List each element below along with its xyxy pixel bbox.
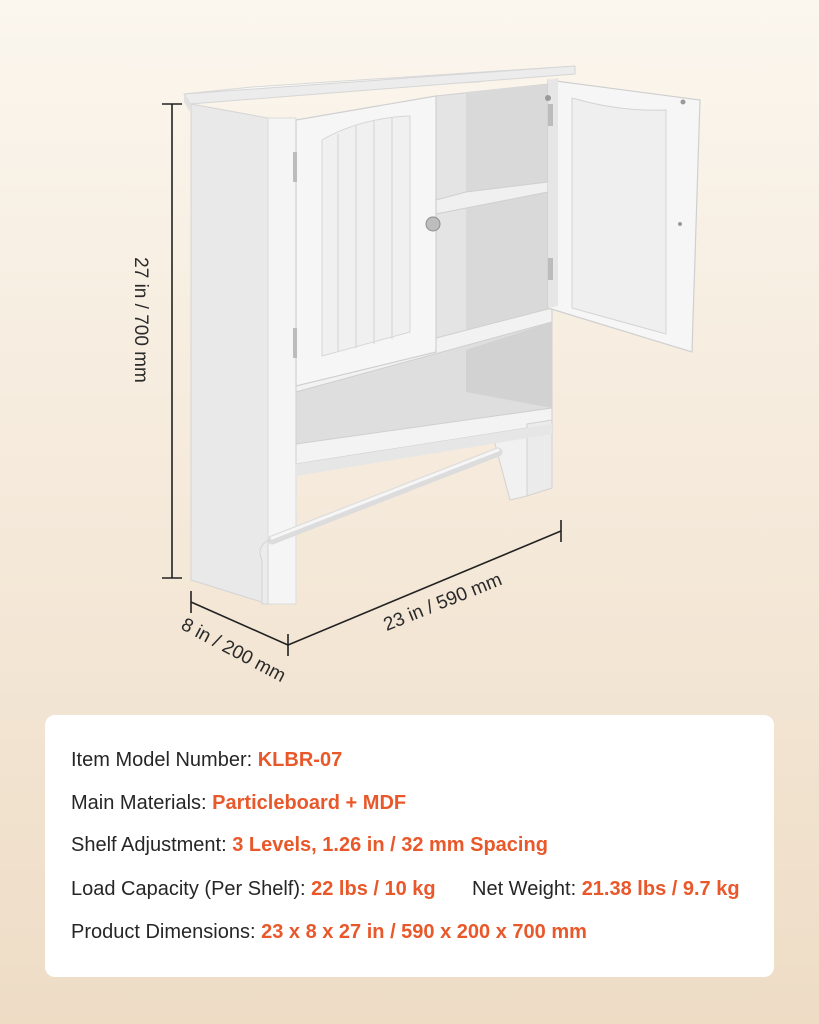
load-capacity-value: 22 lbs / 10 kg — [311, 878, 436, 900]
net-weight-row — [472, 877, 740, 901]
right-door — [545, 78, 700, 352]
specifications-card — [45, 715, 774, 977]
product-dimensions-value: 23 x 8 x 27 in / 590 x 200 x 700 mm — [261, 921, 587, 943]
materials-label: Main Materials: — [71, 792, 207, 814]
product-dimensions-row — [71, 920, 587, 944]
shelf-adjustment-value: 3 Levels, 1.26 in / 32 mm Spacing — [232, 834, 548, 856]
load-capacity-row — [71, 877, 436, 901]
load-capacity-label: Load Capacity (Per Shelf): — [71, 878, 306, 900]
shelf-adjustment-row — [71, 833, 548, 857]
materials-row — [71, 791, 406, 815]
shelf-adjustment-label: Shelf Adjustment: — [71, 834, 227, 856]
depth-dimension-label: 8 in / 200 mm — [177, 614, 289, 687]
width-dimension-line — [288, 520, 561, 656]
product-dimensions-label: Product Dimensions: — [71, 921, 256, 943]
left-door — [293, 96, 440, 386]
door-knob-icon — [426, 217, 440, 231]
net-weight-value: 21.38 lbs / 9.7 kg — [581, 878, 740, 900]
net-weight-label: Net Weight: — [472, 878, 577, 900]
model-number-row — [71, 748, 342, 772]
width-dimension-label: 23 in / 590 mm — [380, 569, 506, 636]
model-number-label: Item Model Number: — [71, 749, 253, 771]
height-dimension-label: 27 in / 700 mm — [130, 257, 151, 383]
materials-value: Particleboard + MDF — [212, 792, 407, 814]
model-number-value: KLBR-07 — [257, 749, 343, 771]
height-dimension-line — [162, 104, 182, 578]
